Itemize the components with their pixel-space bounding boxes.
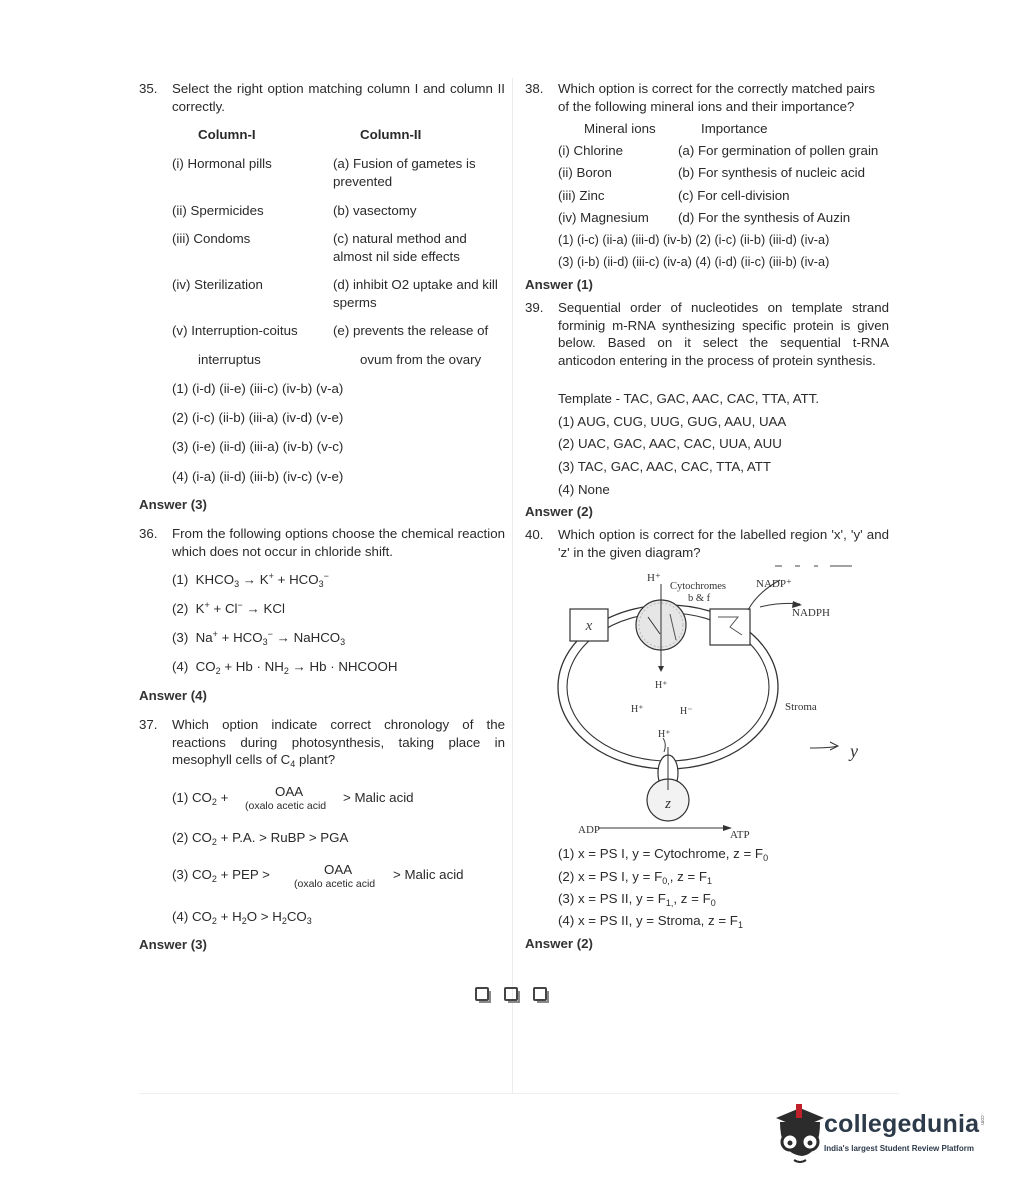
collegedunia-logo [766, 1098, 996, 1168]
oaa-expansion: (oxalo acetic acid [245, 800, 327, 812]
mineral-header: Mineral ions [584, 121, 656, 136]
question-number: 35. [139, 81, 158, 96]
label-x: x [585, 618, 593, 634]
answer-35: Answer (3) [139, 497, 207, 512]
answer-40: Answer (2) [525, 936, 593, 951]
question-40 [525, 526, 889, 561]
match-left-5-cont: interruptus [198, 352, 261, 367]
square-icon [475, 987, 489, 1001]
h-plus-lumen-1: H⁺ [655, 680, 668, 691]
column-1-header: Column-I [198, 127, 256, 142]
malic-acid-1: > Malic acid [343, 790, 414, 805]
importance-header: Importance [701, 121, 768, 136]
column-divider [512, 78, 513, 1093]
question-number: 36. [139, 526, 158, 541]
option-2: (2) $CO_2 + P.A$. > RuBP > PGA [172, 830, 349, 847]
nadp-plus-label: NADP⁺ [756, 578, 792, 590]
oaa-label: OAA [275, 784, 304, 799]
atp-label: ATP [730, 829, 750, 841]
question-36 [139, 525, 505, 560]
logo-tagline: India's largest Student Review Platform [824, 1144, 974, 1153]
question-35 [139, 80, 505, 115]
match-left-5: (v) Interruption-coitus [172, 323, 298, 338]
importance-1: (a) For germination of pollen grain [678, 143, 879, 158]
h-plus-lumen-4: H⁺ [658, 729, 671, 740]
question-text: From the following options choose the chemical reaction which does not occur in chloride shift. [172, 526, 505, 559]
question-number: 40. [525, 527, 544, 542]
end-markers [475, 987, 547, 1001]
stroma-label: Stroma [785, 701, 817, 713]
option-4: (4) x = PS II, y = Stroma, $z = F_1$ [558, 913, 743, 930]
match-right-5-cont: ovum from the ovary [360, 352, 482, 367]
question-number: 38. [525, 81, 544, 96]
h-plus-top: H⁺ [647, 572, 661, 584]
question-text: Which option is correct for the labelled region 'x', 'y' and 'z' in the given diagram? [558, 527, 889, 560]
options-line-1: (1) (i-c) (ii-a) (iii-d) (iv-b) (2) (i-c) (ii-b) (iii-d) (iv-a) [558, 233, 830, 247]
answer-36: Answer (4) [139, 688, 207, 703]
option-2: (2) (i-c) (ii-b) (iii-a) (iv-d) (v-e) [172, 410, 344, 425]
answer-39: Answer (2) [525, 504, 593, 519]
oaa-expansion-2: (oxalo acetic acid [294, 878, 376, 890]
square-icon [533, 987, 547, 1001]
square-icon [504, 987, 518, 1001]
column-2-header: Column-II [360, 127, 422, 142]
option-1: (1) x = PS I, y = Cytochrome, $z = F_0$ [558, 846, 769, 863]
adp-label: ADP [578, 824, 601, 836]
option-1: (1) $KHCO_3 \to K^+ + HCO_3^-$ [172, 571, 329, 589]
oaa-label-2: OAA [324, 862, 353, 877]
nadph-label: NADPH [792, 607, 830, 619]
thylakoid-diagram [530, 562, 890, 842]
label-y: y [850, 741, 858, 761]
h-plus-lumen-3: H⁻ [680, 706, 693, 717]
answer-38: Answer (1) [525, 277, 593, 292]
mineral-3: (iii) Zinc [558, 188, 605, 203]
question-38 [525, 80, 889, 115]
question-text: Sequential order of nucleotides on template strand forminig m-RNA synthesizing specific protein is given below. Based on it select the sequential t-RNA anticodon entering in the process of protein synthesis. [558, 300, 889, 368]
question-39 [525, 299, 889, 369]
option-3: (3) $Na^+ + HCO_3^-$ → NaHCO$_3$ [172, 629, 346, 647]
option-1: (1) AUG, CUG, UUG, GUG, AAU, UAA [558, 414, 787, 429]
option-4: (4) (i-a) (ii-d) (iii-b) (iv-c) (v-e) [172, 469, 344, 484]
match-right-3: (c) natural method and almost nil side effects [333, 231, 467, 264]
mineral-2: (ii) Boron [558, 165, 612, 180]
option-3: (3) (i-e) (ii-d) (iii-a) (iv-b) (v-c) [172, 439, 344, 454]
match-left-4: (iv) Sterilization [172, 277, 263, 292]
graduate-mascot-icon [766, 1098, 826, 1168]
option-3: (3) TAC, GAC, AAC, CAC, TTA, ATT [558, 459, 772, 474]
option-4: (4) None [558, 482, 610, 497]
question-37 [139, 716, 505, 769]
malic-acid-2: > Malic acid [393, 867, 464, 882]
option-2: (2) K+ + Cl− → KCl [172, 600, 285, 616]
cytochromes-bf-label: b & f [688, 593, 711, 604]
match-left-2: (ii) Spermicides [172, 203, 264, 218]
h-plus-lumen-2: H⁺ [631, 704, 644, 715]
option-1: (1) $CO_2$ + [172, 790, 229, 807]
option-3: (3) $CO_2$ + PEP > [172, 867, 270, 884]
option-2: (2) UAC, GAC, AAC, CAC, UUA, AUU [558, 436, 782, 451]
options-line-2: (3) (i-b) (ii-d) (iii-c) (iv-a) (4) (i-d) (ii-c) (iii-b) (iv-a) [558, 255, 830, 269]
option-4: (4) $CO_2 + Hb \cdot NH_2 \to Hb$ · NHCOOH [172, 659, 398, 676]
footer-divider [139, 1093, 899, 1094]
importance-3: (c) For cell-division [678, 188, 790, 203]
mineral-1: (i) Chlorine [558, 143, 624, 158]
match-right-5: (e) prevents the release of [333, 323, 489, 338]
option-1: (1) (i-d) (ii-e) (iii-c) (iv-b) (v-a) [172, 381, 344, 396]
match-right-2: (b) vasectomy [333, 203, 417, 218]
question-text: Which option indicate correct chronology of the reactions during photosynthesis, taking place in mesophyll cells of $C_4$ plant? [172, 717, 505, 769]
logo-domain: .com [979, 1114, 985, 1125]
match-left-3: (iii) Condoms [172, 231, 251, 246]
logo-wordmark: collegedunia [824, 1110, 980, 1138]
question-text: Which option is correct for the correctly matched pairs of the following mineral ions and their importance? [558, 81, 876, 114]
importance-2: (b) For synthesis of nucleic acid [678, 165, 865, 180]
template-strand: Template - TAC, GAC, AAC, CAC, TTA, ATT. [558, 391, 820, 406]
match-right-1: (a) Fusion of gametes is prevented [333, 156, 476, 189]
option-2: (2) x = PS I, $y = F_{0,}$, $z = F_1$ [558, 869, 713, 886]
label-z: z [665, 796, 671, 812]
answer-37: Answer (3) [139, 937, 207, 952]
importance-4: (d) For the synthesis of Auzin [678, 210, 851, 225]
match-left-1: (i) Hormonal pills [172, 156, 272, 171]
mineral-4: (iv) Magnesium [558, 210, 649, 225]
option-3: (3) x = PS II, $y = F_{1,}$, $z = F_0$ [558, 891, 716, 908]
cytochromes-label: Cytochromes [670, 581, 726, 592]
question-number: 39. [525, 300, 544, 315]
question-text: Select the right option matching column I and column II correctly. [172, 81, 505, 114]
option-4: (4) $CO_2 + H_2O > H_2CO_3$ [172, 909, 312, 926]
match-right-4: (d) inhibit O2 uptake and kill sperms [333, 277, 498, 310]
question-number: 37. [139, 717, 158, 732]
